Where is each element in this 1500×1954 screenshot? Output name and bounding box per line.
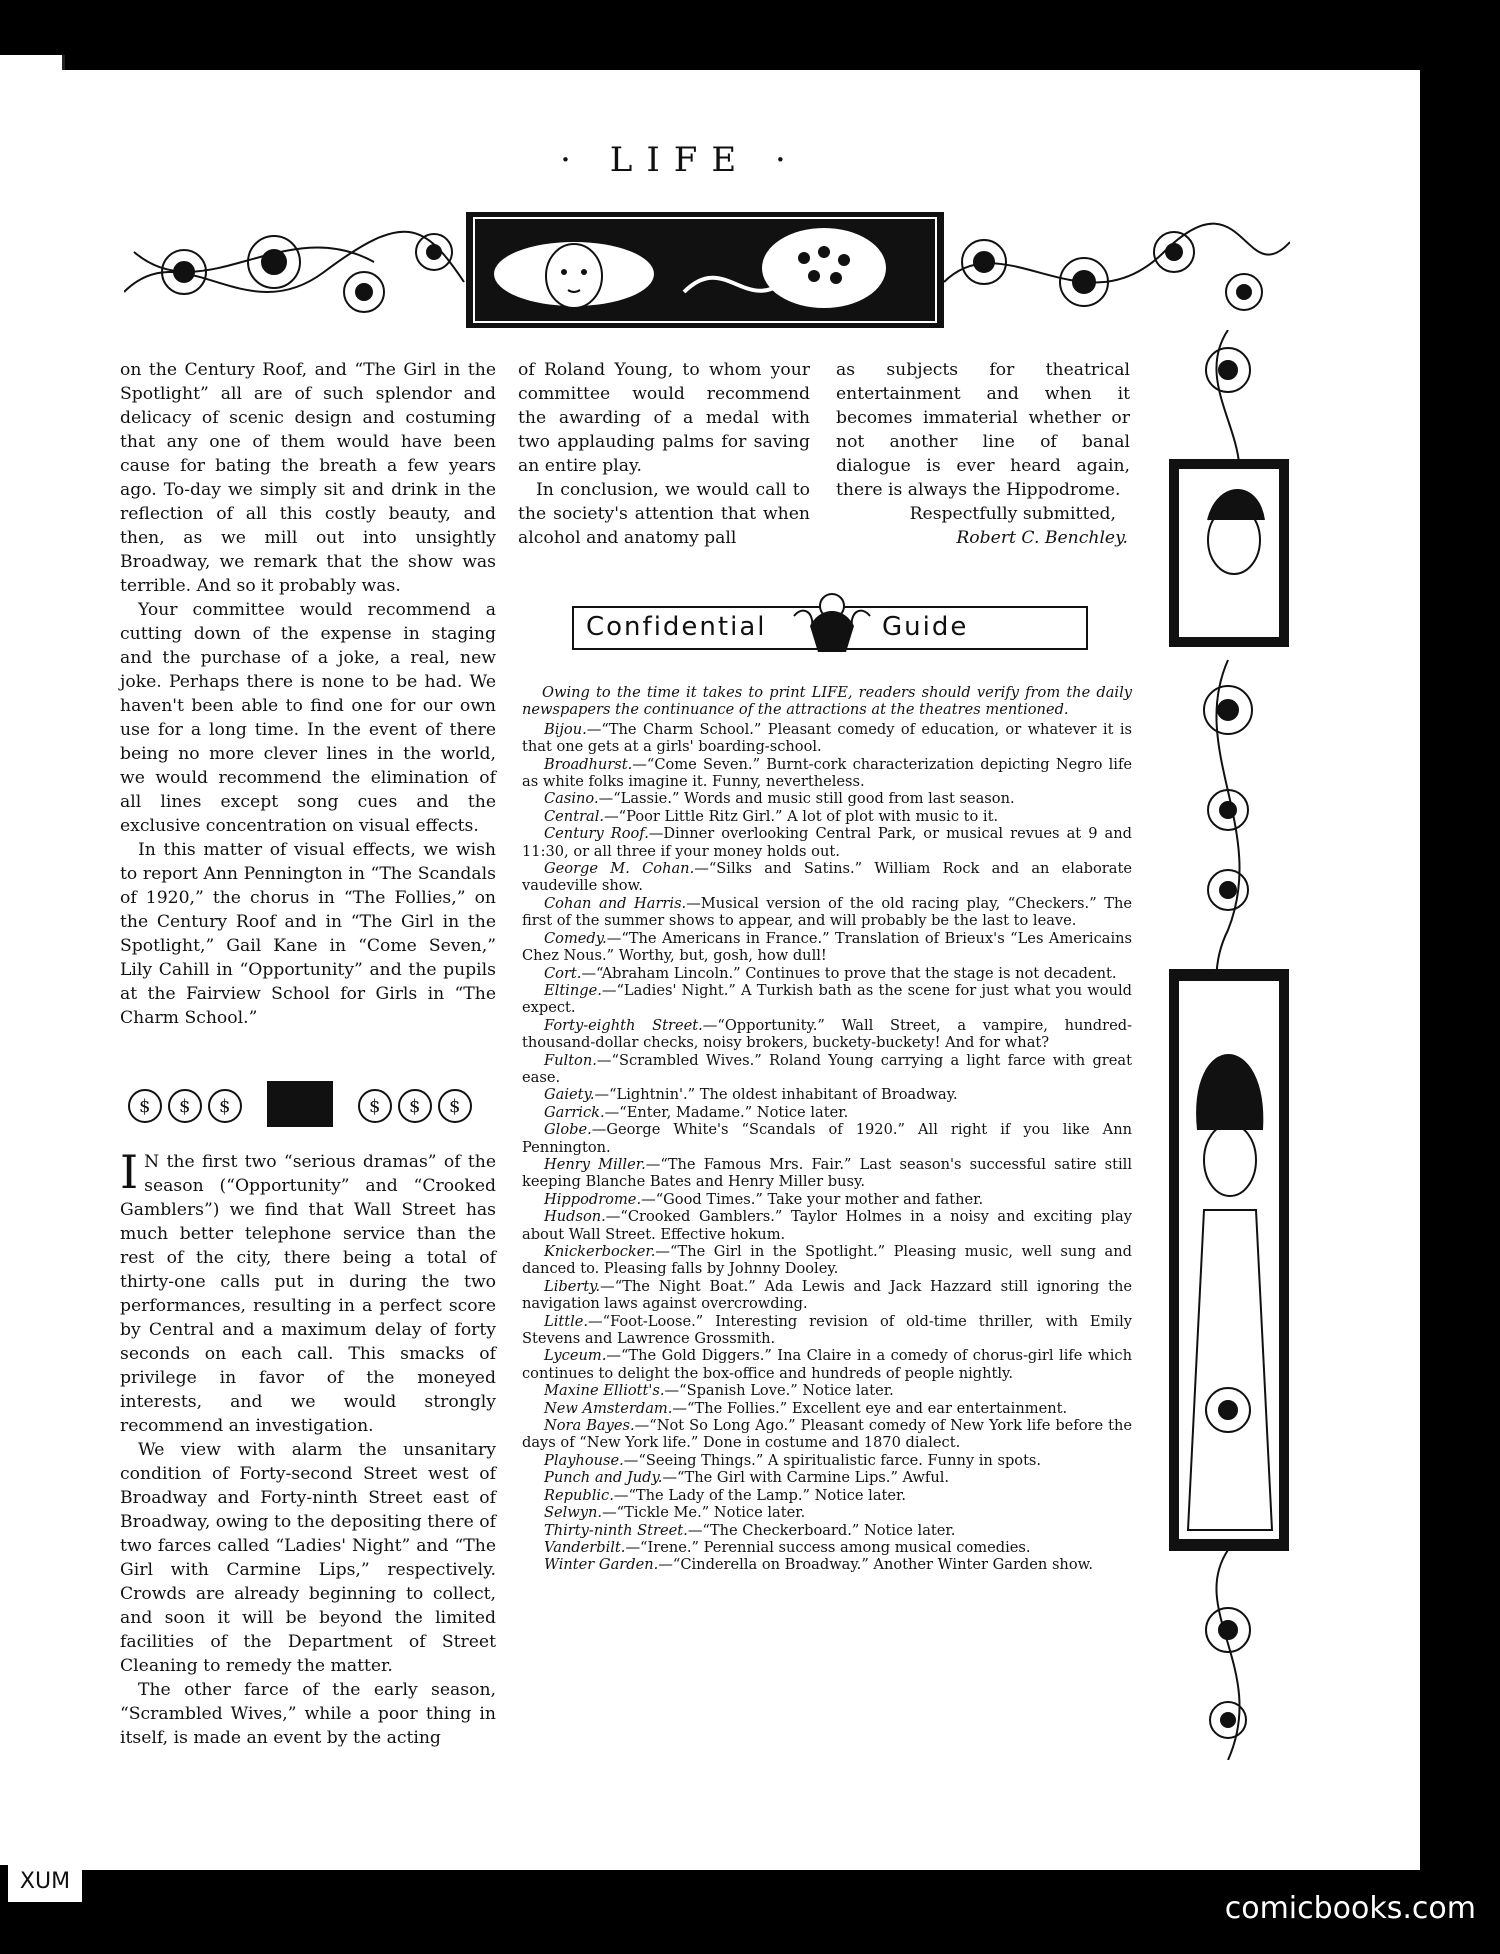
- entry-text: —“Silks and Satins.” William Rock and an elaborate vaudeville show.: [522, 860, 1132, 895]
- entry-text: —“The Gold Diggers.” Ina Claire in a comedy of chorus-girl life which continues to delight the box-office and hundreds of people nightly.: [522, 1347, 1132, 1382]
- theatre-name: Casino.: [544, 790, 599, 808]
- paragraph: We view with alarm the unsanitary condition of Forty-second Street west of Broadway and Forty-ninth Street east of Broadway, owing to the depositing there of two farces called “Ladies' Night” and “The Girl with Carmine Lips,” respectively. Crowds are already beginning to collect, and soon it will be beyond the limited facilities of the Department of Street Cleaning to remedy the matter.: [120, 1440, 496, 1676]
- guide-intro: Owing to the time it takes to print LIFE, readers should verify from the daily newspapers the continuance of the attractions at the theatres mentioned.: [522, 684, 1132, 719]
- theatre-name: Eltinge.: [544, 981, 602, 999]
- paragraph: as subjects for theatrical entertainment and when it becomes immaterial whether or not another line of banal dialogue is ever heard again, there is always the Hippodrome.: [836, 360, 1130, 500]
- theatre-name: Winter Garden.: [544, 1556, 659, 1574]
- theatre-name: Cohan and Harris.: [544, 894, 687, 912]
- paragraph: of Roland Young, to whom your committee would recommend the awarding of a medal with two applauding palms for saving an entire play.: [518, 360, 810, 476]
- guide-entry: [522, 1452, 1132, 1469]
- theatre-name: New Amsterdam.: [544, 1399, 673, 1417]
- theatre-name: George M. Cohan.: [544, 860, 695, 878]
- entry-text: —“Seeing Things.” A spiritualistic farce. Funny in spots.: [623, 1451, 1042, 1469]
- entry-text: —“The Night Boat.” Ada Lewis and Jack Hazzard still ignoring the navigation laws against overcrowding.: [522, 1277, 1132, 1313]
- entry-text: —“The Checkerboard.” Notice later.: [687, 1521, 956, 1539]
- side-border-illustration: [1168, 330, 1290, 1760]
- entry-text: —“Not So Long Ago.” Pleasant comedy of New York life before the days of “New York life.” Done in costume and 1870 dialect.: [522, 1417, 1132, 1452]
- paragraph: The other farce of the early season, “Scrambled Wives,” while a poor thing in itself, is made an event by the acting: [120, 1680, 496, 1748]
- paragraph-text: N the first two “serious dramas” of the season (“Opportunity” and “Crooked Gamblers”) we find that Wall Street has much better telephone service than the rest of the city, there being a total of thirty-one calls put in during the two performances, resulting in a perfect score by Central and a maximum delay of forty seconds on each call. This smacks of privilege in favor of the moneyed interests, and we would strongly recommend an investigation.: [120, 1152, 496, 1436]
- theatre-name: Forty-eighth Street.: [544, 1016, 703, 1034]
- theatre-name: Hudson.: [544, 1208, 606, 1226]
- paragraph: Your committee would recommend a cutting down of the expense in staging and the purchase of a joke, a real, new joke. Perhaps there is none to be had. We haven't been able to find one for our own use for a long time. In the event of there being no more clever lines in the world, we would recommend the elimination of all lines except song cues and the exclusive concentration on visual effects.: [120, 600, 496, 836]
- guide-entry: [522, 1469, 1132, 1486]
- theatre-name: Century Roof.: [544, 825, 649, 843]
- theatre-name: Liberty.: [544, 1277, 601, 1295]
- entry-text: —“Ladies' Night.” A Turkish bath as the scene for just what you would expect.: [522, 981, 1132, 1017]
- guide-entry: [522, 982, 1132, 1017]
- column-1: [120, 358, 496, 1030]
- scan-tag: XUM: [8, 1862, 82, 1902]
- entry-text: —“The Girl in the Spotlight.” Pleasing music, well sung and danced to. Pleasing falls by Johnny Dooley.: [522, 1243, 1132, 1278]
- theatre-name: Central.: [544, 807, 605, 825]
- entry-text: —“Enter, Madame.” Notice later.: [604, 1103, 849, 1121]
- heading-left: Confidential: [586, 612, 767, 642]
- guide-entry: [522, 1243, 1132, 1278]
- theatre-name: Cort.: [544, 964, 582, 982]
- theatre-guide: [522, 684, 1132, 1574]
- theatre-name: Garrick.: [544, 1103, 605, 1121]
- guide-entry: [522, 1556, 1132, 1573]
- theatre-name: Little.: [544, 1312, 589, 1330]
- guide-entry: [522, 1504, 1132, 1521]
- entry-text: —“Scrambled Wives.” Roland Young carrying a light farce with great ease.: [522, 1051, 1132, 1086]
- entry-text: —“The Charm School.” Pleasant comedy of education, or whatever it is that one gets at a girls' boarding-school.: [522, 720, 1132, 756]
- entry-text: —“Poor Little Ritz Girl.” A lot of plot with music to it.: [604, 807, 999, 825]
- guide-entry: [522, 1417, 1132, 1452]
- column-2: [518, 358, 810, 550]
- theatre-name: Bijou.: [544, 720, 587, 738]
- svg-text:$: $: [219, 1096, 231, 1117]
- entry-text: —“The Follies.” Excellent eye and ear entertainment.: [672, 1399, 1068, 1417]
- entry-text: —“Come Seven.” Burnt-cork characterization depicting Negro life as white folks imagine it. Funny, nevertheless.: [522, 755, 1132, 791]
- site-watermark: comicbooks.com: [1224, 1891, 1476, 1926]
- theatre-name: Thirty-ninth Street.: [544, 1521, 688, 1539]
- theatre-name: Broadhurst.: [544, 755, 633, 773]
- guide-entry: [522, 965, 1132, 982]
- floral-banner-illustration: [124, 212, 1290, 336]
- theatre-name: Republic.: [544, 1486, 614, 1504]
- entry-text: —“The Americans in France.” Translation of Brieux's “Les Americains Chez Nous.” Worthy, but, gosh, how dull!: [522, 929, 1132, 965]
- guide-entry: [522, 1487, 1132, 1504]
- heading-right: Guide: [882, 612, 969, 642]
- paragraph: [120, 1145, 496, 1438]
- guide-entry: [522, 1382, 1132, 1399]
- svg-text:$: $: [179, 1096, 191, 1117]
- guide-entries: [522, 721, 1132, 1574]
- entry-text: —Dinner overlooking Central Park, or musical revues at 9 and 11:30, or all three if your money holds out.: [522, 825, 1132, 860]
- column-3: [836, 358, 1130, 550]
- theatre-name: Comedy.: [544, 929, 607, 947]
- guide-entry: [522, 808, 1132, 825]
- svg-text:$: $: [369, 1096, 381, 1117]
- drop-cap: I: [120, 1145, 139, 1199]
- guide-entry: [522, 1086, 1132, 1103]
- paragraph: on the Century Roof, and “The Girl in the Spotlight” all are of such splendor and delicacy of scenic design and costuming that any one of them would have been cause for bating the breath a few years ago. To-day we simply sit and drink in the reflection of all this costly beauty, and then, as we mill out into unsightly Broadway, we remark that the show was terrible. And so it probably was.: [120, 360, 496, 596]
- guide-entry: [522, 1313, 1132, 1348]
- confidential-guide-heading: [572, 586, 1088, 658]
- guide-entry: [522, 721, 1132, 756]
- guide-entry: [522, 895, 1132, 930]
- theatre-name: Knickerbocker.: [544, 1243, 656, 1260]
- theatre-name: Punch and Judy.: [544, 1469, 663, 1487]
- guide-entry: [522, 790, 1132, 807]
- paragraph: In this matter of visual effects, we wish to report Ann Pennington in “The Scandals of 1920,” the chorus in “The Follies,” on the Century Roof and in “The Girl in the Spotlight,” Gail Kane in “Come Seven,” Lily Cahill in “Opportunity” and the pupils at the Fairview School for Girls in “The Charm School.”: [120, 840, 496, 1028]
- guide-entry: [522, 1052, 1132, 1087]
- entry-text: —“Cinderella on Broadway.” Another Winter Garden show.: [658, 1556, 1094, 1574]
- guide-entry: [522, 1278, 1132, 1313]
- guide-entry: [522, 1156, 1132, 1191]
- guide-entry: [522, 1017, 1132, 1052]
- guide-entry: [522, 1191, 1132, 1208]
- theatre-name: Fulton.: [544, 1051, 597, 1069]
- guide-entry: [522, 1104, 1132, 1121]
- entry-text: —“Spanish Love.” Notice later.: [664, 1382, 894, 1400]
- guide-entry: [522, 1121, 1132, 1156]
- entry-text: —“The Famous Mrs. Fair.” Last season's successful satire still keeping Blanche Bates and Henry Miller busy.: [522, 1155, 1132, 1191]
- cherub-icon: [790, 586, 874, 658]
- entry-text: —George White's “Scandals of 1920.” All right if you like Ann Pennington.: [522, 1121, 1132, 1156]
- entry-text: —Musical version of the old racing play, “Checkers.” The first of the summer shows to appear, and will probably be the last to leave.: [522, 894, 1132, 930]
- guide-entry: [522, 930, 1132, 965]
- svg-text:$: $: [139, 1096, 151, 1117]
- entry-text: —“Foot-Loose.” Interesting revision of old-time thriller, with Emily Stevens and Lawrence Grossmith.: [522, 1312, 1132, 1348]
- entry-text: —“Tickle Me.” Notice later.: [602, 1504, 806, 1522]
- closing: Respectfully submitted,: [909, 504, 1116, 524]
- svg-text:$: $: [409, 1096, 421, 1117]
- theatre-name: Globe.: [544, 1121, 592, 1139]
- guide-entry: [522, 825, 1132, 860]
- guide-entry: [522, 860, 1132, 895]
- guide-entry: [522, 1522, 1132, 1539]
- guide-entry: [522, 1208, 1132, 1243]
- theatre-name: Vanderbilt.: [544, 1538, 626, 1556]
- entry-text: —“Abraham Lincoln.” Continues to prove that the stage is not decadent.: [581, 964, 1117, 982]
- entry-text: —“Crooked Gamblers.” Taylor Holmes in a noisy and exciting play about Wall Street. Effective hokum.: [522, 1208, 1132, 1243]
- guide-entry: [522, 1539, 1132, 1556]
- entry-text: —“The Girl with Carmine Lips.” Awful.: [662, 1469, 950, 1487]
- theatre-name: Playhouse.: [544, 1451, 624, 1469]
- guide-entry: [522, 1400, 1132, 1417]
- paragraph: In conclusion, we would call to the society's attention that when alcohol and anatomy pall: [518, 480, 810, 548]
- column-1-lower: [120, 1145, 496, 1750]
- entry-text: —“Lassie.” Words and music still good from last season.: [598, 790, 1015, 808]
- signature: Robert C. Benchley.: [956, 528, 1128, 548]
- entry-text: —“Opportunity.” Wall Street, a vampire, hundred-thousand-dollar checks, noisy brokers, buckety-buckety! And for what?: [522, 1016, 1132, 1052]
- theatre-name: Maxine Elliott's.: [544, 1382, 665, 1400]
- entry-text: —“Good Times.” Take your mother and father.: [641, 1190, 984, 1208]
- guide-entry: [522, 756, 1132, 791]
- theatre-name: Gaiety.: [544, 1086, 595, 1104]
- entry-text: —“Irene.” Perennial success among musical comedies.: [625, 1538, 1031, 1556]
- dollar-bags-ornament: [120, 1074, 480, 1132]
- theatre-name: Hippodrome.: [544, 1190, 642, 1208]
- theatre-name: Nora Bayes.: [544, 1417, 635, 1435]
- theatre-name: Henry Miller.: [544, 1155, 646, 1173]
- guide-entry: [522, 1347, 1132, 1382]
- theatre-name: Selwyn.: [544, 1504, 603, 1522]
- entry-text: —“Lightnin'.” The oldest inhabitant of Broadway.: [594, 1086, 958, 1104]
- theatre-name: Lyceum.: [544, 1347, 607, 1365]
- entry-text: —“The Lady of the Lamp.” Notice later.: [613, 1486, 907, 1504]
- masthead: · LIFE ·: [560, 140, 800, 180]
- svg-text:$: $: [449, 1096, 461, 1117]
